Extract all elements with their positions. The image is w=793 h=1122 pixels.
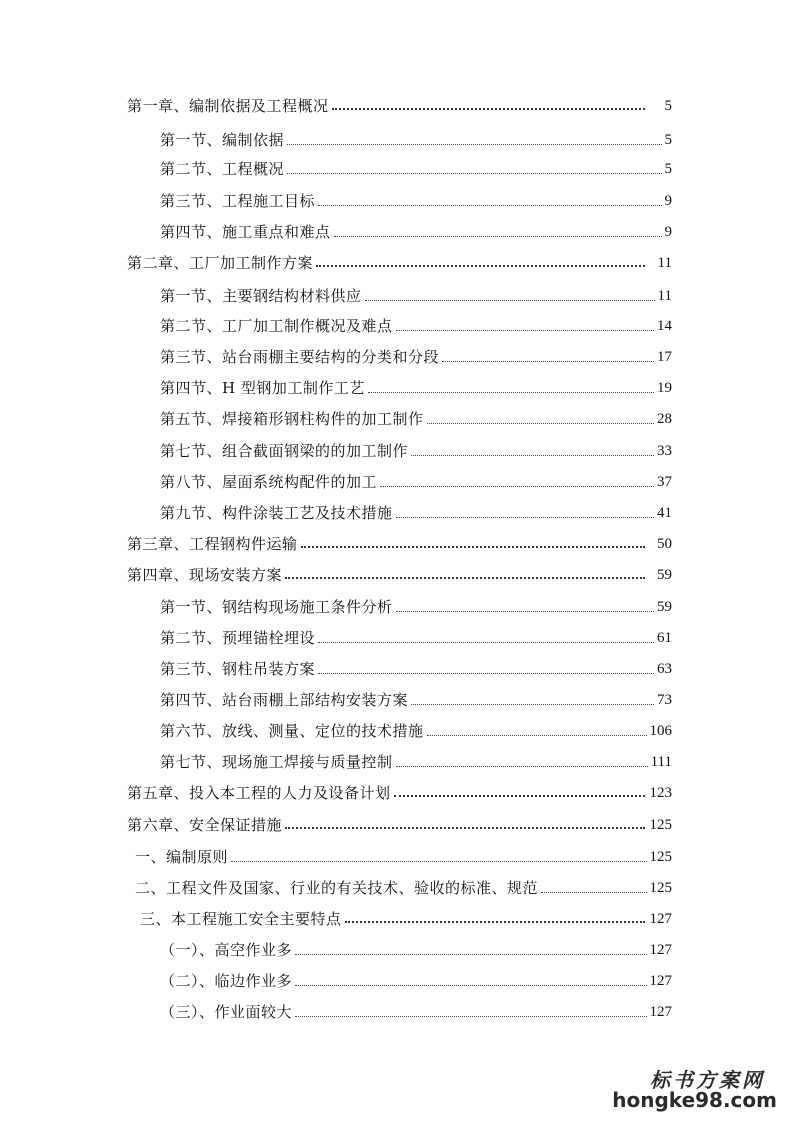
toc-entry-page: 17 xyxy=(657,349,672,365)
toc-entry-label: 第三节、钢柱吊装方案 xyxy=(160,660,316,678)
toc-entry-label: 二、工程文件及国家、行业的有关技术、验收的标准、规范 xyxy=(135,879,539,897)
toc-entry-subsection[interactable] xyxy=(135,842,672,866)
toc-entry-label: 第一节、编制依据 xyxy=(160,131,285,149)
dot-leader xyxy=(380,486,654,487)
toc-entry-chapter-3[interactable] xyxy=(127,529,672,553)
toc-entry-page: 123 xyxy=(649,785,672,801)
dot-leader xyxy=(396,330,654,331)
toc-entry-page: 19 xyxy=(657,380,672,396)
toc-entry-subsection[interactable] xyxy=(140,904,672,928)
dot-leader xyxy=(285,577,645,579)
toc-entry-label: 第五节、焊接箱形钢柱构件的加工制作 xyxy=(160,410,424,428)
toc-entry-label: 第一节、钢结构现场施工条件分析 xyxy=(160,598,393,616)
toc-entry-chapter-2[interactable] xyxy=(127,248,672,272)
dot-leader xyxy=(285,827,645,829)
toc-entry-page: 9 xyxy=(664,224,672,240)
toc-entry-section[interactable] xyxy=(160,125,672,149)
dot-leader xyxy=(231,861,646,862)
toc-entry-label: 第五章、投入本工程的人力及设备计划 xyxy=(127,784,391,802)
toc-entry-page: 5 xyxy=(664,98,672,114)
toc-entry-label: 第七节、组合截面钢梁的的加工制作 xyxy=(160,442,409,460)
toc-entry-label: 第九节、构件涂装工艺及技术措施 xyxy=(160,504,393,522)
toc-entry-section[interactable] xyxy=(160,217,672,241)
toc-entry-section[interactable] xyxy=(160,281,672,305)
toc-entry-label: 第六章、安全保证措施 xyxy=(127,816,283,834)
dot-leader xyxy=(318,205,661,206)
toc-entry-page: 11 xyxy=(657,255,672,271)
toc-entry-chapter-6[interactable] xyxy=(127,810,672,834)
toc-entry-section[interactable] xyxy=(160,311,672,335)
watermark-url-text: hongke98.com xyxy=(612,1088,777,1112)
dot-leader xyxy=(316,265,645,267)
toc-entry-label: 第一节、主要钢结构材料供应 xyxy=(160,287,362,305)
toc-entry-page: 28 xyxy=(657,411,672,427)
toc-entry-label: 第四节、施工重点和难点 xyxy=(160,223,331,241)
toc-entry-label: 第三节、站台雨棚主要结构的分类和分段 xyxy=(160,348,440,366)
toc-entry-page: 9 xyxy=(664,193,672,209)
dot-leader xyxy=(427,423,654,424)
toc-entry-section[interactable] xyxy=(160,685,672,709)
toc-entry-page: 127 xyxy=(649,973,672,989)
toc-entry-page: 50 xyxy=(657,536,672,552)
toc-entry-label: （二）、临边作业多 xyxy=(160,972,293,990)
toc-entry-page: 106 xyxy=(649,723,672,739)
toc-entry-label: 第三章、工程钢构件运输 xyxy=(127,535,298,553)
toc-entry-label: 第八节、屋面系统构配件的加工 xyxy=(160,473,378,491)
toc-entry-page: 5 xyxy=(664,161,672,177)
toc-entry-label: 第三节、工程施工目标 xyxy=(160,192,316,210)
toc-entry-label: 第二节、工程概况 xyxy=(160,160,285,178)
toc-entry-label: 第四章、现场安装方案 xyxy=(127,566,283,584)
toc-entry-section[interactable] xyxy=(160,747,672,771)
toc-entry-page: 61 xyxy=(657,630,672,646)
toc-entry-page: 127 xyxy=(649,911,672,927)
toc-entry-page: 125 xyxy=(649,817,672,833)
toc-entry-page: 111 xyxy=(650,754,672,770)
toc-entry-label: 第一章、编制依据及工程概况 xyxy=(127,97,329,115)
toc-entry-section[interactable] xyxy=(160,186,672,210)
toc-entry-section[interactable] xyxy=(160,154,672,178)
toc-entry-label: 第四节、H 型钢加工制作工艺 xyxy=(160,379,365,397)
dot-leader xyxy=(295,954,646,955)
toc-entry-section[interactable] xyxy=(160,342,672,366)
toc-entry-page: 59 xyxy=(657,567,672,583)
dot-leader xyxy=(411,704,654,705)
dot-leader xyxy=(295,1016,646,1017)
toc-entry-page: 125 xyxy=(649,849,672,865)
toc-entry-chapter-1[interactable] xyxy=(127,91,672,115)
toc-entry-label: 一、编制原则 xyxy=(135,848,229,866)
toc-entry-label: 第六节、放线、测量、定位的技术措施 xyxy=(160,722,424,740)
dot-leader xyxy=(396,611,654,612)
toc-entry-section[interactable] xyxy=(160,373,672,397)
dot-leader xyxy=(332,108,645,110)
site-watermark xyxy=(612,1064,785,1116)
toc-entry-section[interactable] xyxy=(160,498,672,522)
toc-entry-page: 73 xyxy=(657,692,672,708)
toc-entry-label: （一）、高空作业多 xyxy=(160,941,293,959)
toc-entry-section[interactable] xyxy=(160,654,672,678)
toc-entry-label: 第四节、站台雨棚上部结构安装方案 xyxy=(160,691,409,709)
toc-entry-section[interactable] xyxy=(160,592,672,616)
toc-entry-page: 125 xyxy=(649,880,672,896)
dot-leader xyxy=(334,236,662,237)
toc-entry-page: 33 xyxy=(657,443,672,459)
toc-entry-label: 第二节、工厂加工制作概况及难点 xyxy=(160,317,393,335)
dot-leader xyxy=(396,517,654,518)
toc-entry-item[interactable] xyxy=(160,966,672,990)
dot-leader xyxy=(287,173,661,174)
dot-leader xyxy=(442,361,654,362)
dot-leader xyxy=(345,921,645,923)
toc-entry-page: 11 xyxy=(657,288,672,304)
dot-leader xyxy=(368,392,654,393)
toc-entry-chapter-5[interactable] xyxy=(127,778,672,802)
toc-entry-label: 第二节、预埋锚栓埋设 xyxy=(160,629,316,647)
toc-entry-page: 37 xyxy=(657,474,672,490)
dot-leader xyxy=(541,892,646,893)
toc-entry-section[interactable] xyxy=(160,404,672,428)
toc-entry-label: （三）、作业面较大 xyxy=(160,1003,293,1021)
dot-leader xyxy=(318,673,654,674)
toc-entry-page: 5 xyxy=(664,132,672,148)
toc-entry-page: 127 xyxy=(649,1004,672,1020)
toc-entry-page: 63 xyxy=(657,661,672,677)
toc-entry-item[interactable] xyxy=(160,997,672,1021)
dot-leader xyxy=(427,735,647,736)
toc-entry-section[interactable] xyxy=(160,467,672,491)
toc-entry-page: 59 xyxy=(657,599,672,615)
toc-entry-subsection[interactable] xyxy=(135,873,672,897)
toc-entry-page: 127 xyxy=(649,942,672,958)
dot-leader xyxy=(287,144,661,145)
toc-entry-section[interactable] xyxy=(160,716,672,740)
toc-entry-label: 第二章、工厂加工制作方案 xyxy=(127,254,314,272)
toc-entry-item[interactable] xyxy=(160,935,672,959)
toc-entry-chapter-4[interactable] xyxy=(127,560,672,584)
dot-leader xyxy=(396,766,648,767)
toc-entry-page: 41 xyxy=(657,505,672,521)
toc-entry-section[interactable] xyxy=(160,436,672,460)
toc-entry-section[interactable] xyxy=(160,623,672,647)
dot-leader xyxy=(411,455,654,456)
dot-leader xyxy=(365,300,655,301)
watermark-chinese-text: 标书方案网 xyxy=(650,1068,765,1092)
toc-entry-label: 第七节、现场施工焊接与质量控制 xyxy=(160,753,393,771)
toc-entry-page: 14 xyxy=(657,318,672,334)
dot-leader xyxy=(295,985,646,986)
dot-leader xyxy=(318,642,654,643)
toc-entry-label: 三、本工程施工安全主要特点 xyxy=(140,910,342,928)
dot-leader xyxy=(301,546,645,548)
dot-leader xyxy=(394,795,645,797)
